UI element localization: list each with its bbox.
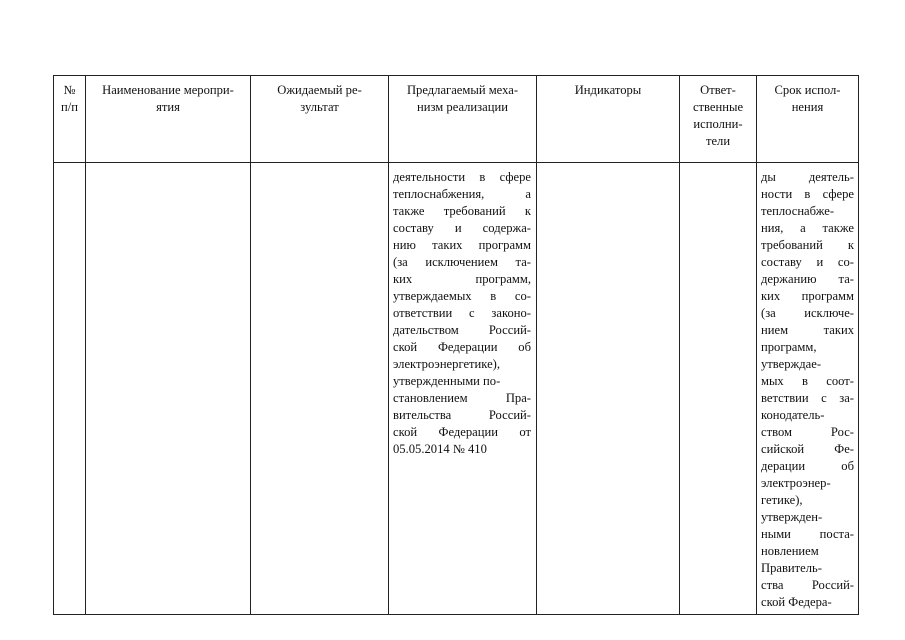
text-line: ды деятель- [761, 170, 854, 184]
text-line: утвержден- [761, 510, 823, 524]
text-line: ности в сфере [761, 187, 854, 201]
text-line: электроэнергетике), [393, 357, 501, 371]
header-expected-result [251, 76, 389, 163]
cell-indicators [537, 163, 680, 615]
text-line: ятия [156, 100, 180, 114]
text-line: Ожидаемый ре- [277, 83, 362, 97]
text-line: п/п [61, 100, 78, 114]
text-line: (за исключе- [761, 306, 854, 320]
text-line: Ответ- [700, 83, 736, 97]
text-line: становлением Пра- [393, 391, 531, 405]
text-line: нения [791, 100, 824, 114]
text-line: ственные [692, 100, 744, 114]
activity-plan-table [53, 75, 859, 615]
text-line: зультат [300, 100, 339, 114]
text-line: составу и со- [761, 255, 854, 269]
header-deadline [757, 76, 859, 163]
header-mechanism [389, 76, 537, 163]
cell-mechanism [389, 163, 537, 615]
header-activity-name [86, 76, 251, 163]
cell-deadline [757, 163, 859, 615]
text-line: тели [705, 134, 731, 148]
text-line: также требований к [393, 204, 531, 218]
text-line: деятельности в сфере [393, 170, 531, 184]
text-line: Правитель- [761, 561, 822, 575]
text-line: конодатель- [761, 408, 825, 422]
text-line: № [63, 83, 76, 97]
table-header-row [54, 76, 859, 163]
text-line: нием таких [761, 323, 854, 337]
text-line: держанию та- [761, 272, 854, 286]
text-line: ния, а также [761, 221, 854, 235]
text-line: теплоснабжения, а [393, 187, 531, 201]
cell-number [54, 163, 86, 615]
text-line: ской Федера- [761, 595, 832, 609]
deadline-text [761, 169, 854, 611]
text-line: требований к [761, 238, 854, 252]
table-row [54, 163, 859, 615]
text-line: Предлагаемый меха- [406, 83, 519, 97]
text-line: ства Россий- [761, 578, 854, 592]
text-line: утвержденными по- [393, 374, 501, 388]
text-line: Наименование меропри- [102, 83, 234, 97]
text-line: Индикаторы [574, 83, 642, 97]
text-line: утверждаемых в со- [393, 289, 531, 303]
text-line: гетике), [761, 493, 803, 507]
text-line: дательством Россий- [393, 323, 531, 337]
text-line: новлением [761, 544, 819, 558]
text-line: (за исключением та- [393, 255, 531, 269]
text-line: программ, [761, 340, 817, 354]
text-line: утверждае- [761, 357, 822, 371]
text-line: ством Рос- [761, 425, 854, 439]
text-line: теплоснабже- [761, 204, 835, 218]
text-line: ответствии с законо- [393, 306, 531, 320]
text-line: нию таких программ [393, 238, 531, 252]
text-line: сийской Фе- [761, 442, 854, 456]
text-line: дерации об [761, 459, 854, 473]
text-line: составу и содержа- [393, 221, 531, 235]
text-line: 05.05.2014 № 410 [393, 442, 487, 456]
text-line: ными поста- [761, 527, 854, 541]
cell-responsible [680, 163, 757, 615]
text-line: ких программ, [393, 272, 531, 286]
text-line: электроэнер- [761, 476, 831, 490]
header-indicators [537, 76, 680, 163]
text-line: ской Федерации от [393, 425, 531, 439]
text-line: Срок испол- [774, 83, 841, 97]
text-line: исполни- [693, 117, 743, 131]
text-line: вительства Россий- [393, 408, 531, 422]
mechanism-text [393, 169, 532, 458]
header-number [54, 76, 86, 163]
header-responsible [680, 76, 757, 163]
cell-expected-result [251, 163, 389, 615]
text-line: ветствии с за- [761, 391, 854, 405]
text-line: ской Федерации об [393, 340, 531, 354]
text-line: низм реализации [417, 100, 508, 114]
cell-activity-name [86, 163, 251, 615]
text-line: мых в соот- [761, 374, 854, 388]
text-line: ких программ [761, 289, 854, 303]
